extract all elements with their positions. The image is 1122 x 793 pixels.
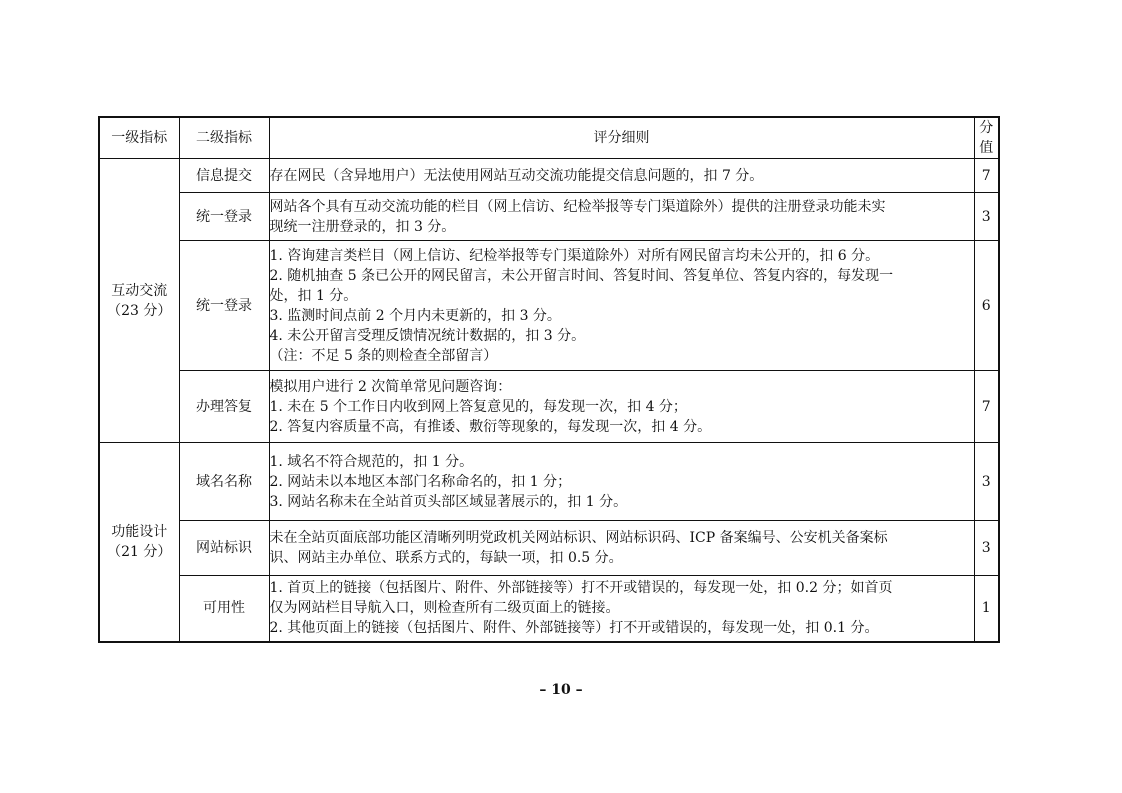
indicator-cell: 可用性 <box>179 576 269 642</box>
score-cell: 1 <box>974 576 999 642</box>
rule-line: 现统一注册登录的，扣 3 分。 <box>269 218 456 235</box>
rule-line: （注：不足 5 条的则检查全部留言） <box>269 347 498 364</box>
rule-line: 仅为网站栏目导航入口，则检查所有二级页面上的链接。 <box>269 600 620 617</box>
rule-line: 3. 网站名称未在全站首页头部区域显著展示的，扣 1 分。 <box>269 493 628 510</box>
rule-line: 存在网民（含异地用户）无法使用网站互动交流功能提交信息问题的，扣 7 分。 <box>269 167 764 184</box>
table-row <box>99 371 999 443</box>
indicator-cell: 域名名称 <box>179 443 269 521</box>
rule-line: 2. 网站未以本地区本部门名称命名的，扣 1 分； <box>269 473 572 490</box>
rule-line: 3. 监测时间点前 2 个月内未更新的，扣 3 分。 <box>269 307 561 324</box>
rule-line: 模拟用户进行 2 次简单常见问题咨询： <box>269 378 512 395</box>
indicator-cell: 统一登录 <box>179 241 269 371</box>
group-points: （23 分） <box>107 302 172 319</box>
header-row <box>99 117 999 159</box>
header-rules: 评分细则 <box>269 117 974 159</box>
rule-line: 网站各个具有互动交流功能的栏目（网上信访、纪检举报等专门渠道除外）提供的注册登录功能未实 <box>269 198 886 215</box>
rules-cell <box>269 443 974 521</box>
header-score: 分值 <box>974 117 999 159</box>
header-level2: 二级指标 <box>179 117 269 159</box>
score-cell: 3 <box>974 521 999 576</box>
table-row <box>99 521 999 576</box>
indicator-cell: 信息提交 <box>179 159 269 193</box>
rule-line: 1. 未在 5 个工作日内收到网上答复意见的，每发现一次，扣 4 分； <box>269 398 687 415</box>
header-level1: 一级指标 <box>99 117 179 159</box>
group-name: 互动交流 <box>111 282 168 299</box>
table-row <box>99 443 999 521</box>
rules-cell <box>269 371 974 443</box>
rule-line: 4. 未公开留言受理反馈情况统计数据的，扣 3 分。 <box>269 327 586 344</box>
rules-cell <box>269 576 974 642</box>
group-name: 功能设计 <box>111 523 168 540</box>
rule-line: 1. 咨询建言类栏目（网上信访、纪检举报等专门渠道除外）对所有网民留言均未公开的，扣 6 分。 <box>269 247 880 264</box>
table-row <box>99 241 999 371</box>
rules-cell <box>269 241 974 371</box>
score-cell: 7 <box>974 371 999 443</box>
rule-line: 未在全站页面底部功能区清晰列明党政机关网站标识、网站标识码、ICP 备案编号、公安机关备案标 <box>269 530 888 546</box>
rule-line: 2. 答复内容质量不高，有推诿、敷衍等现象的，每发现一次，扣 4 分。 <box>269 418 712 435</box>
score-cell: 3 <box>974 193 999 241</box>
page-number: – 10 – <box>539 682 583 698</box>
rule-line: 2. 随机抽查 5 条已公开的网民留言，未公开留言时间、答复时间、答复单位、答复内容的，每发现一 <box>269 267 894 284</box>
rule-line: 2. 其他页面上的链接（包括图片、附件、外部链接等）打不开或错误的，每发现一处，扣 0.1 分。 <box>269 620 879 637</box>
table-row <box>99 576 999 642</box>
score-cell: 7 <box>974 159 999 193</box>
score-cell: 3 <box>974 443 999 521</box>
indicator-cell: 网站标识 <box>179 521 269 576</box>
rule-line: 识、网站主办单位、联系方式的，每缺一项，扣 0.5 分。 <box>269 550 623 566</box>
rules-cell <box>269 159 974 193</box>
rule-line: 1. 域名不符合规范的，扣 1 分。 <box>269 453 474 470</box>
rule-line: 处，扣 1 分。 <box>269 287 358 304</box>
indicator-cell: 办理答复 <box>179 371 269 443</box>
rules-cell <box>269 521 974 576</box>
rules-cell <box>269 193 974 241</box>
group-cell-interaction <box>99 159 179 443</box>
group-cell-function <box>99 443 179 642</box>
indicator-cell: 统一登录 <box>179 193 269 241</box>
group-points: （21 分） <box>107 543 172 560</box>
rule-line: 1. 首页上的链接（包括图片、附件、外部链接等）打不开或错误的，每发现一处，扣 0.2 分；如首页 <box>269 580 893 597</box>
scoring-table <box>98 116 1000 643</box>
table-row <box>99 159 999 193</box>
score-cell: 6 <box>974 241 999 371</box>
table-row <box>99 193 999 241</box>
